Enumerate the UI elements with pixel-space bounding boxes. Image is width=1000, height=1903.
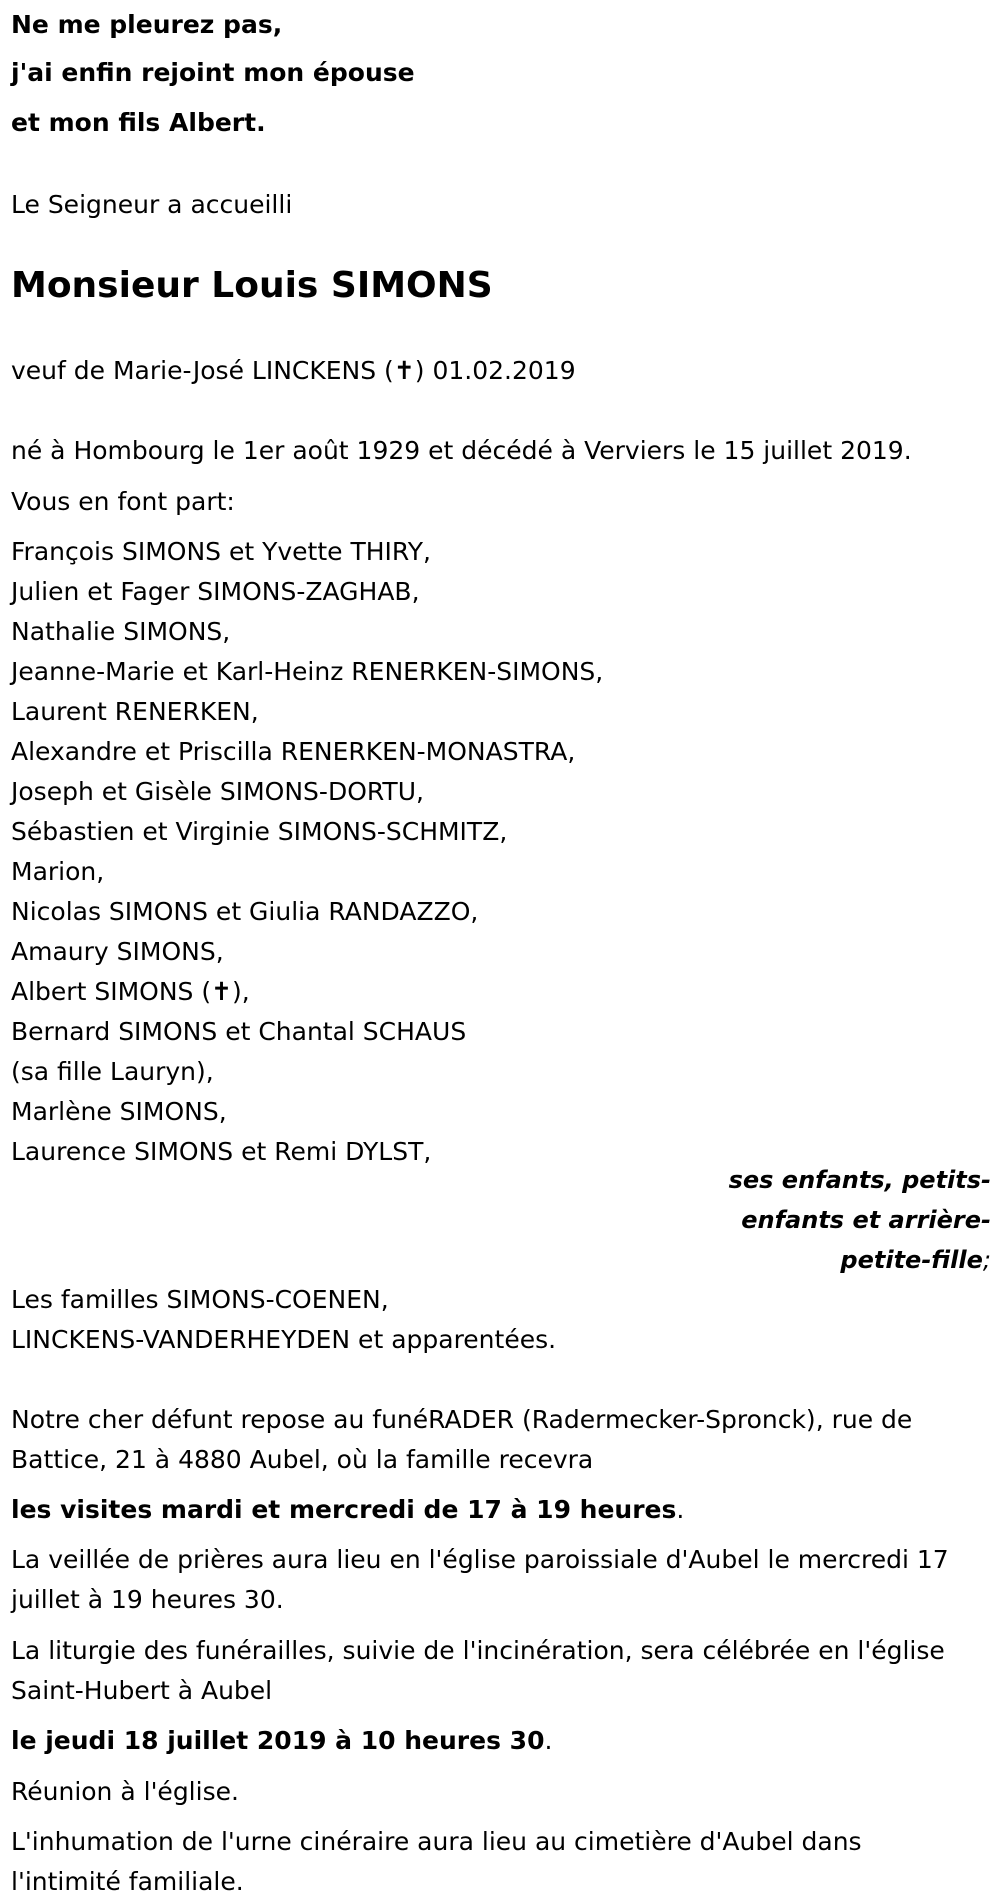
list-item: Sébastien et Virginie SIMONS-SCHMITZ, [11,817,508,846]
repose-line-2: Battice, 21 à 4880 Aubel, où la famille recevra [11,1445,594,1474]
announcement-text: Le Seigneur a accueilli [11,190,293,219]
burial-line-2: l'intimité familiale. [11,1867,244,1896]
list-item: Albert SIMONS (✝), [11,977,250,1006]
visits-suffix: . [676,1495,685,1524]
list-item: Julien et Fager SIMONS-ZAGHAB, [11,577,420,606]
repose-line-1: Notre cher défunt repose au funéRADER (Radermecker-Spronck), rue de [11,1405,913,1434]
part-intro: Vous en font part: [11,487,235,516]
relation-line-3-suffix: ; [982,1246,991,1274]
list-item: Alexandre et Priscilla RENERKEN-MONASTRA, [11,737,576,766]
list-item: Marlène SIMONS, [11,1097,227,1126]
deceased-name: Monsieur Louis SIMONS [11,265,493,306]
vigil-line-2: juillet à 19 heures 30. [11,1585,284,1614]
list-item: Nathalie SIMONS, [11,617,231,646]
list-item: Laurence SIMONS et Remi DYLST, [11,1137,432,1166]
birth-death-line: né à Hombourg le 1er août 1929 et décédé à Verviers le 15 juillet 2019. [11,436,912,465]
burial-line-1: L'inhumation de l'urne cinéraire aura lieu au cimetière d'Aubel dans [11,1827,862,1856]
liturgy-line-1: La liturgie des funérailles, suivie de l'incinération, sera célébrée en l'église [11,1636,945,1665]
relation-line-3-text: petite-fille [840,1246,983,1274]
visits-text: les visites mardi et mercredi de 17 à 19 heures [11,1495,677,1524]
list-item: (sa fille Lauryn), [11,1057,214,1086]
list-item: Amaury SIMONS, [11,937,224,966]
list-item: Bernard SIMONS et Chantal SCHAUS [11,1017,467,1046]
list-item: Jeanne-Marie et Karl-Heinz RENERKEN-SIMONS, [11,657,604,686]
list-item: Marion, [11,857,105,886]
liturgy-line-2: Saint-Hubert à Aubel [11,1676,273,1705]
list-item: Nicolas SIMONS et Giulia RANDAZZO, [11,897,479,926]
ceremony-line [11,1726,552,1756]
families-line-2: LINCKENS-VANDERHEYDEN et apparentées. [11,1325,557,1354]
relation-line-1: ses enfants, petits- [728,1166,991,1194]
list-item: Laurent RENERKEN, [11,697,259,726]
relation-line-2: enfants et arrière- [741,1206,991,1234]
opening-line-1: Ne me pleurez pas, [11,10,283,39]
vigil-line-1: La veillée de prières aura lieu en l'église paroissiale d'Aubel le mercredi 17 [11,1545,949,1574]
widower-line: veuf de Marie-José LINCKENS (✝) 01.02.2019 [11,356,576,385]
visits-line [11,1495,684,1525]
meeting-line: Réunion à l'église. [11,1777,239,1806]
ceremony-text: le jeudi 18 juillet 2019 à 10 heures 30 [11,1726,545,1755]
ceremony-suffix: . [544,1726,553,1755]
opening-line-3: et mon fils Albert. [11,108,266,137]
relation-line-3 [840,1245,991,1275]
families-line-1: Les familles SIMONS-COENEN, [11,1285,389,1314]
list-item: François SIMONS et Yvette THIRY, [11,537,431,566]
list-item: Joseph et Gisèle SIMONS-DORTU, [11,777,424,806]
opening-line-2: j'ai enfin rejoint mon épouse [11,58,415,87]
